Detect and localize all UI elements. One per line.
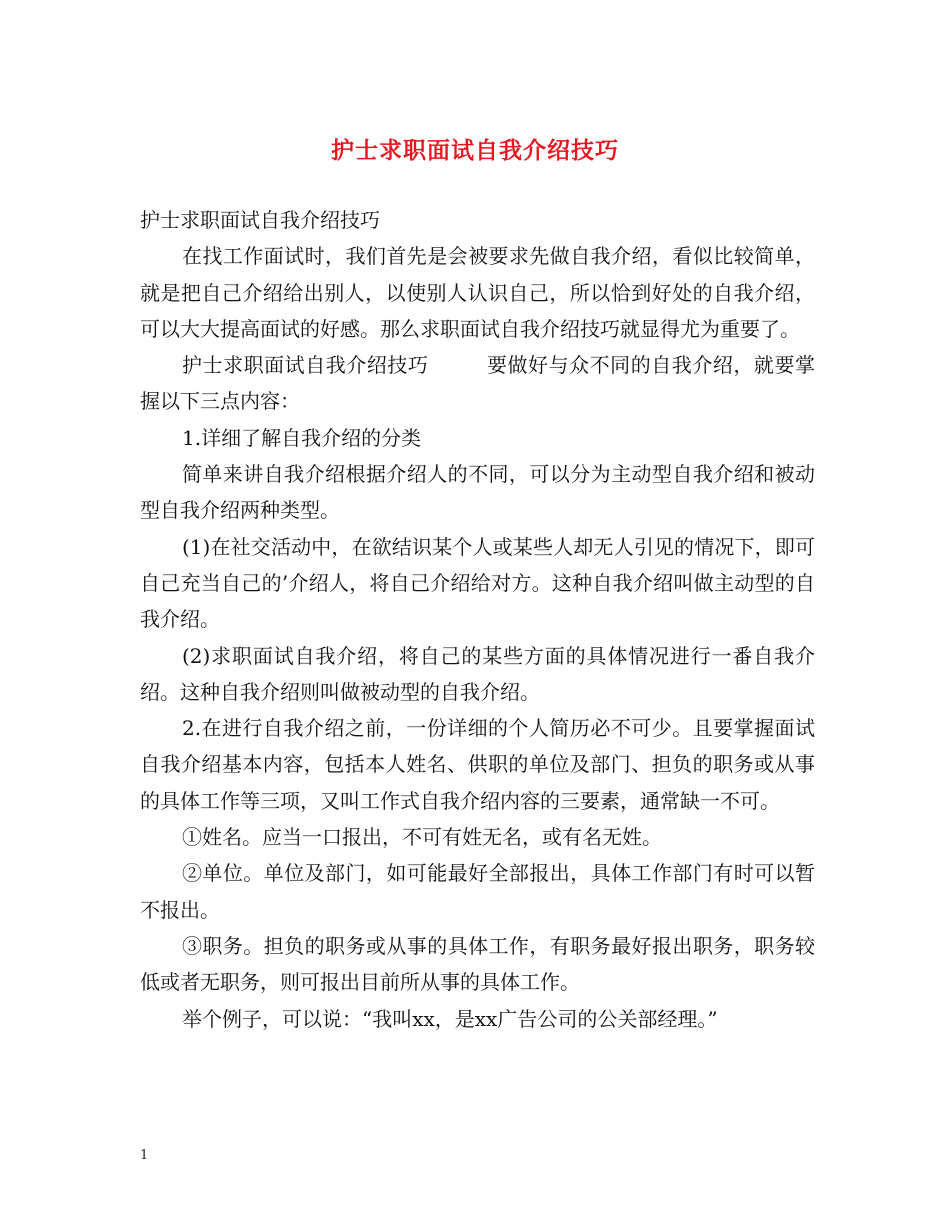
paragraph-part: 要做好与众不同的自我介绍，就要掌握以下三点内容： <box>140 353 816 414</box>
document-title: 护士求职面试自我介绍技巧 <box>331 137 619 164</box>
list-item: ②单位。单位及部门，如可能最好全部报出，具体工作部门有时可以暂不报出。 <box>140 861 815 922</box>
document-body <box>140 202 815 1037</box>
list-item: ①姓名。应当一口报出，不可有姓无名，或有名无姓。 <box>182 825 662 850</box>
paragraph: 在找工作面试时，我们首先是会被要求先做自我介绍，看似比较简单，就是把自己介绍给出别人，以使别人认识自己，所以恰到好处的自我介绍，可以大大提高面试的好感。那么求职面试自我介绍技巧就显得尤为重要了。 <box>140 244 815 341</box>
paragraph: 简单来讲自我介绍根据介绍人的不同，可以分为主动型自我介绍和被动型自我介绍两种类型。 <box>140 462 815 523</box>
list-item: ③职务。担负的职务或从事的具体工作，有职务最好报出职务，职务较低或者无职务，则可报出目前所从事的具体工作。 <box>140 933 815 995</box>
paragraph: 举个例子，可以说：“我叫xx，是xx广告公司的公关部经理。” <box>182 1006 718 1031</box>
document-subtitle: 护士求职面试自我介绍技巧 <box>140 208 380 232</box>
paragraph-part: 护士求职面试自我介绍技巧 <box>182 353 429 378</box>
section-heading: 2.在进行自我介绍之前，一份详细的个人简历必不可少。且要掌握面试自我介绍基本内容，包括本人姓名、供职的单位及部门、担负的职务或从事的具体工作等三项，又叫工作式自我介绍内容的三要素，通常缺一不可。 <box>140 716 815 813</box>
paragraph <box>140 347 815 420</box>
paragraph: (2)求职面试自我介绍，将自己的某些方面的具体情况进行一番自我介绍。这种自我介绍则叫做被动型的自我介绍。 <box>140 643 815 704</box>
paragraph: (1)在社交活动中，在欲结识某个人或某些人却无人引见的情况下，即可自己充当自己的’介绍人，将自己介绍给对方。这种自我介绍叫做主动型的自我介绍。 <box>140 534 815 632</box>
page-number: 1 <box>140 1148 149 1163</box>
section-heading: 1.详细了解自我介绍的分类 <box>182 425 422 450</box>
